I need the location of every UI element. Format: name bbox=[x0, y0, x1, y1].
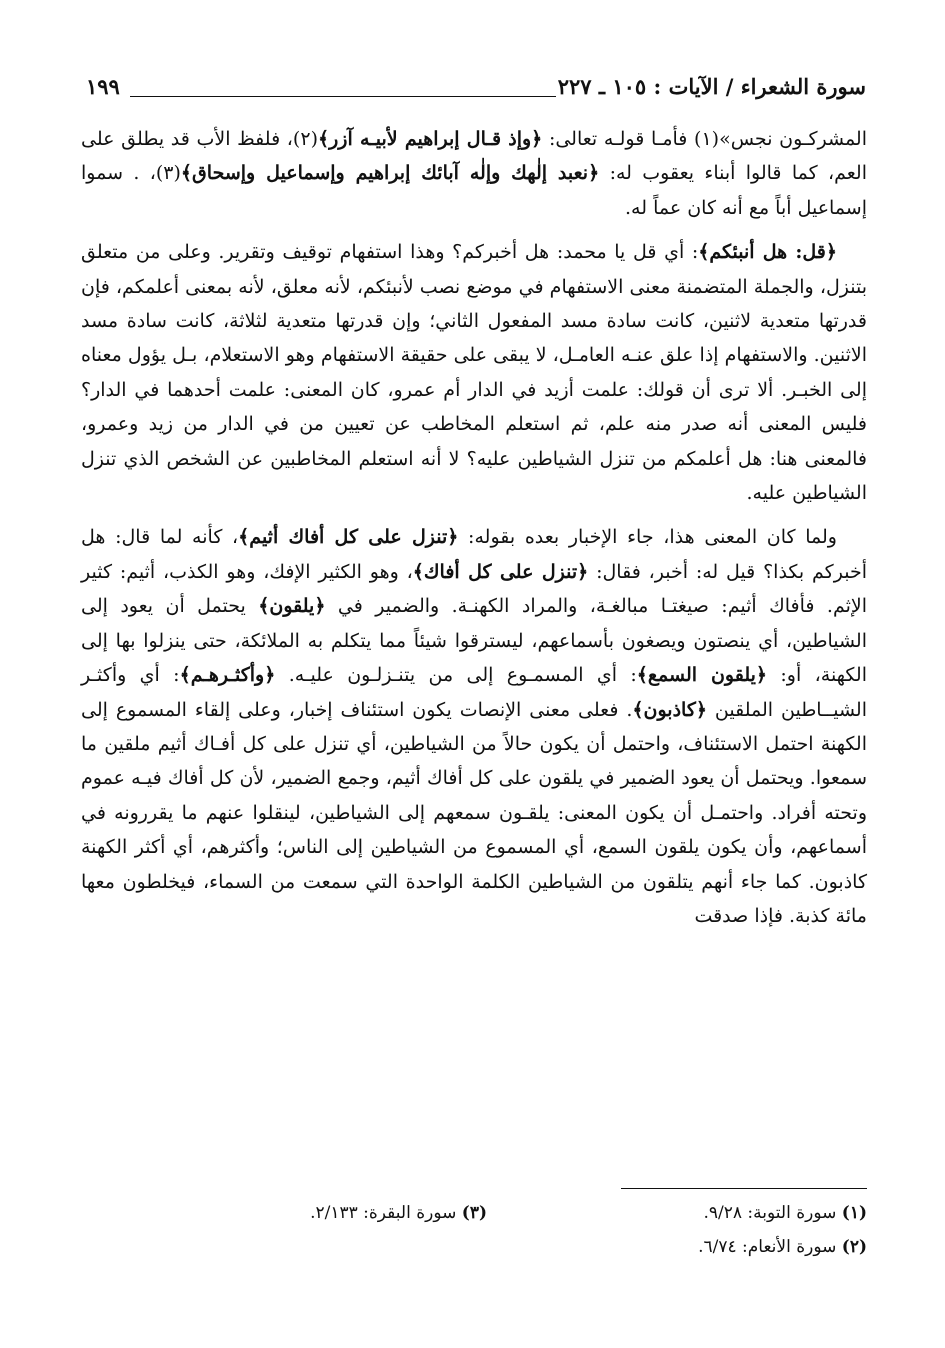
text-segment: (٢)، فلفظ الأب قد يطلق على العم، كما قالوا أبناء يعقوب له: bbox=[81, 128, 867, 185]
quran-quote: ﴿قل: هل أنبئكم﴾ bbox=[698, 241, 838, 264]
footnote-number: (١) bbox=[841, 1203, 867, 1223]
page-number: ١٩٩ bbox=[86, 74, 120, 99]
text-segment: . فعلى معنى الإنصات يكون استئناف إخبار، وعلى إلقاء المسموع إلى الكهنة احتمل الاستئناف، واحتمل أن يكون حالاً من الشياطين، أي تنزل على كل أفـاك أثيم ملقين ما سمعوا. ويحتمل أن يعود الضمير في يلقون على كل أفاك أثيم، وجمع الضمير، لأن كل أفاك فيـه عموم وتحته أفراد. واحتمـل أن يكون المعنى: يلقـون سمعهم إلى الشياطين، لينقلوا عنهم ما يقررونه في أسماعهم، وأن يكون يلقون السمع، أي المسموع من الشياطين إلى الناس؛ وأكثرهم، أي أكثر الكهنة كاذبون. كما جاء أنهم يتلقون من الشياطين الكلمة الواحدة التي سمعت من السماء، فيخلطون معها مائة كذبة. فإذا صدقت bbox=[81, 698, 867, 927]
paragraph-3 bbox=[81, 520, 867, 933]
footnote-text: سورة الأنعام: ٦/٧٤. bbox=[698, 1237, 842, 1257]
header-rule bbox=[130, 96, 556, 97]
quran-quote: ﴿تنزل على كل أفاك﴾ bbox=[412, 560, 589, 583]
footnote-3 bbox=[107, 1196, 487, 1230]
footnote-number: (٢) bbox=[841, 1237, 867, 1257]
text-segment: : أي قل يا محمد: هل أخبركم؟ وهذا استفهام توقيف وتقرير. وعلى من متعلق بتنزل، والجملة المتضمنة معنى الاستفهام في موضع نصب لأنبئكم، لأنه معلق، لأنه بمعنى أعلمكم، فإن قدرتها متعدية لاثنين، كانت سادة مسد المفعول الثاني؛ وإن قدرتها متعدية لثلاثة، كانت سادة مسد الاثنين. والاستفهام إذا علق عنـه العامـل، لا يبقى على حقيقة الاستفهام وهو الاستعلام، بـل يؤول معناه إلى الخبـر. ألا ترى أن قولك: علمت أزيد في الدار أم عمرو، كان المعنى: علمت أحدهما في الدار؟ فليس المعنى أنه صدر منه علم، ثم استعلم المخاطب عن تعيين من في الدار من زيد وعمرو، فالمعنى هنا: هل أعلمكم من تنزل الشياطين عليه؟ لا أنه استعلم المخاطبين عن الشخص الذي تنزل الشياطين عليه. bbox=[81, 241, 867, 505]
quran-quote: ﴿نعبد إلٰهك وإلٰه آبائك إبراهيم وإسماعيل وإسحاق﴾ bbox=[180, 162, 600, 185]
quran-quote: ﴿يلقون﴾ bbox=[258, 595, 326, 618]
running-header bbox=[86, 74, 866, 106]
footnote-rule bbox=[621, 1188, 867, 1189]
text-segment: يحتمل أن يعود إلى الشياطين، أي ينصتون ويصغون بأسماعهم، ليسترقوا شيئاً مما يتكلم به الملائكة، حتى ينزلوا بها إلى الكهنة، أو: bbox=[81, 595, 867, 687]
footnote-text: سورة التوبة: ٩/٢٨. bbox=[703, 1203, 842, 1223]
footnote-1 bbox=[487, 1196, 867, 1230]
footnote-text: سورة البقرة: ٢/١٣٣. bbox=[310, 1203, 462, 1223]
text-segment: ولما كان المعنى هذا، جاء الإخبار بعده بقوله: bbox=[458, 526, 837, 549]
text-segment: (٣)، . سموا إسماعيل أباً مع أنه كان عماً له. bbox=[81, 162, 867, 219]
text-segment: : أي وأكثـر الشيــاطين الملقين bbox=[81, 664, 867, 721]
paragraph-1 bbox=[81, 122, 867, 225]
main-text bbox=[81, 122, 867, 933]
header-title: سورة الشعراء / الآيات : ١٠٥ ـ ٢٢٧ bbox=[557, 74, 866, 99]
quran-quote: ﴿وإذ قـال إبراهيم لأبيـه آزر﴾ bbox=[318, 128, 543, 150]
footnote-2 bbox=[487, 1230, 867, 1264]
footnotes bbox=[81, 1196, 867, 1264]
text-segment: ، وهو الكثير الإفك، وهو الكذب، أثيم: كثير الإثم. فأفاك أثيم: صيغتـا مبالغـة، والمراد الكهنـة. والضمير في bbox=[81, 560, 867, 618]
text-segment: (١) فأمـا قولـه تعالى: bbox=[542, 128, 720, 150]
footnote-number: (٣) bbox=[461, 1203, 487, 1223]
quran-quote: ﴿يلقون السمع﴾ bbox=[636, 664, 768, 687]
footnote-row bbox=[81, 1196, 867, 1230]
text-segment: : أي المسمـوع إلى من يتنـزلـون عليـه. bbox=[275, 664, 637, 687]
quran-quote: ﴿تنزل على كل أفاك أثيم﴾ bbox=[238, 526, 459, 549]
text-segment: المشركـون نجس» bbox=[719, 128, 867, 150]
text-segment: ، كأنه لما قال: هل أخبركم بكذا؟ قيل له: أخبر، فقال: bbox=[81, 526, 867, 583]
quran-quote: ﴿كاذبون﴾ bbox=[632, 698, 708, 721]
quran-quote: ﴿وأكثـرهـم﴾ bbox=[179, 664, 276, 687]
footnote-row bbox=[81, 1230, 867, 1264]
paragraph-2 bbox=[81, 235, 867, 510]
